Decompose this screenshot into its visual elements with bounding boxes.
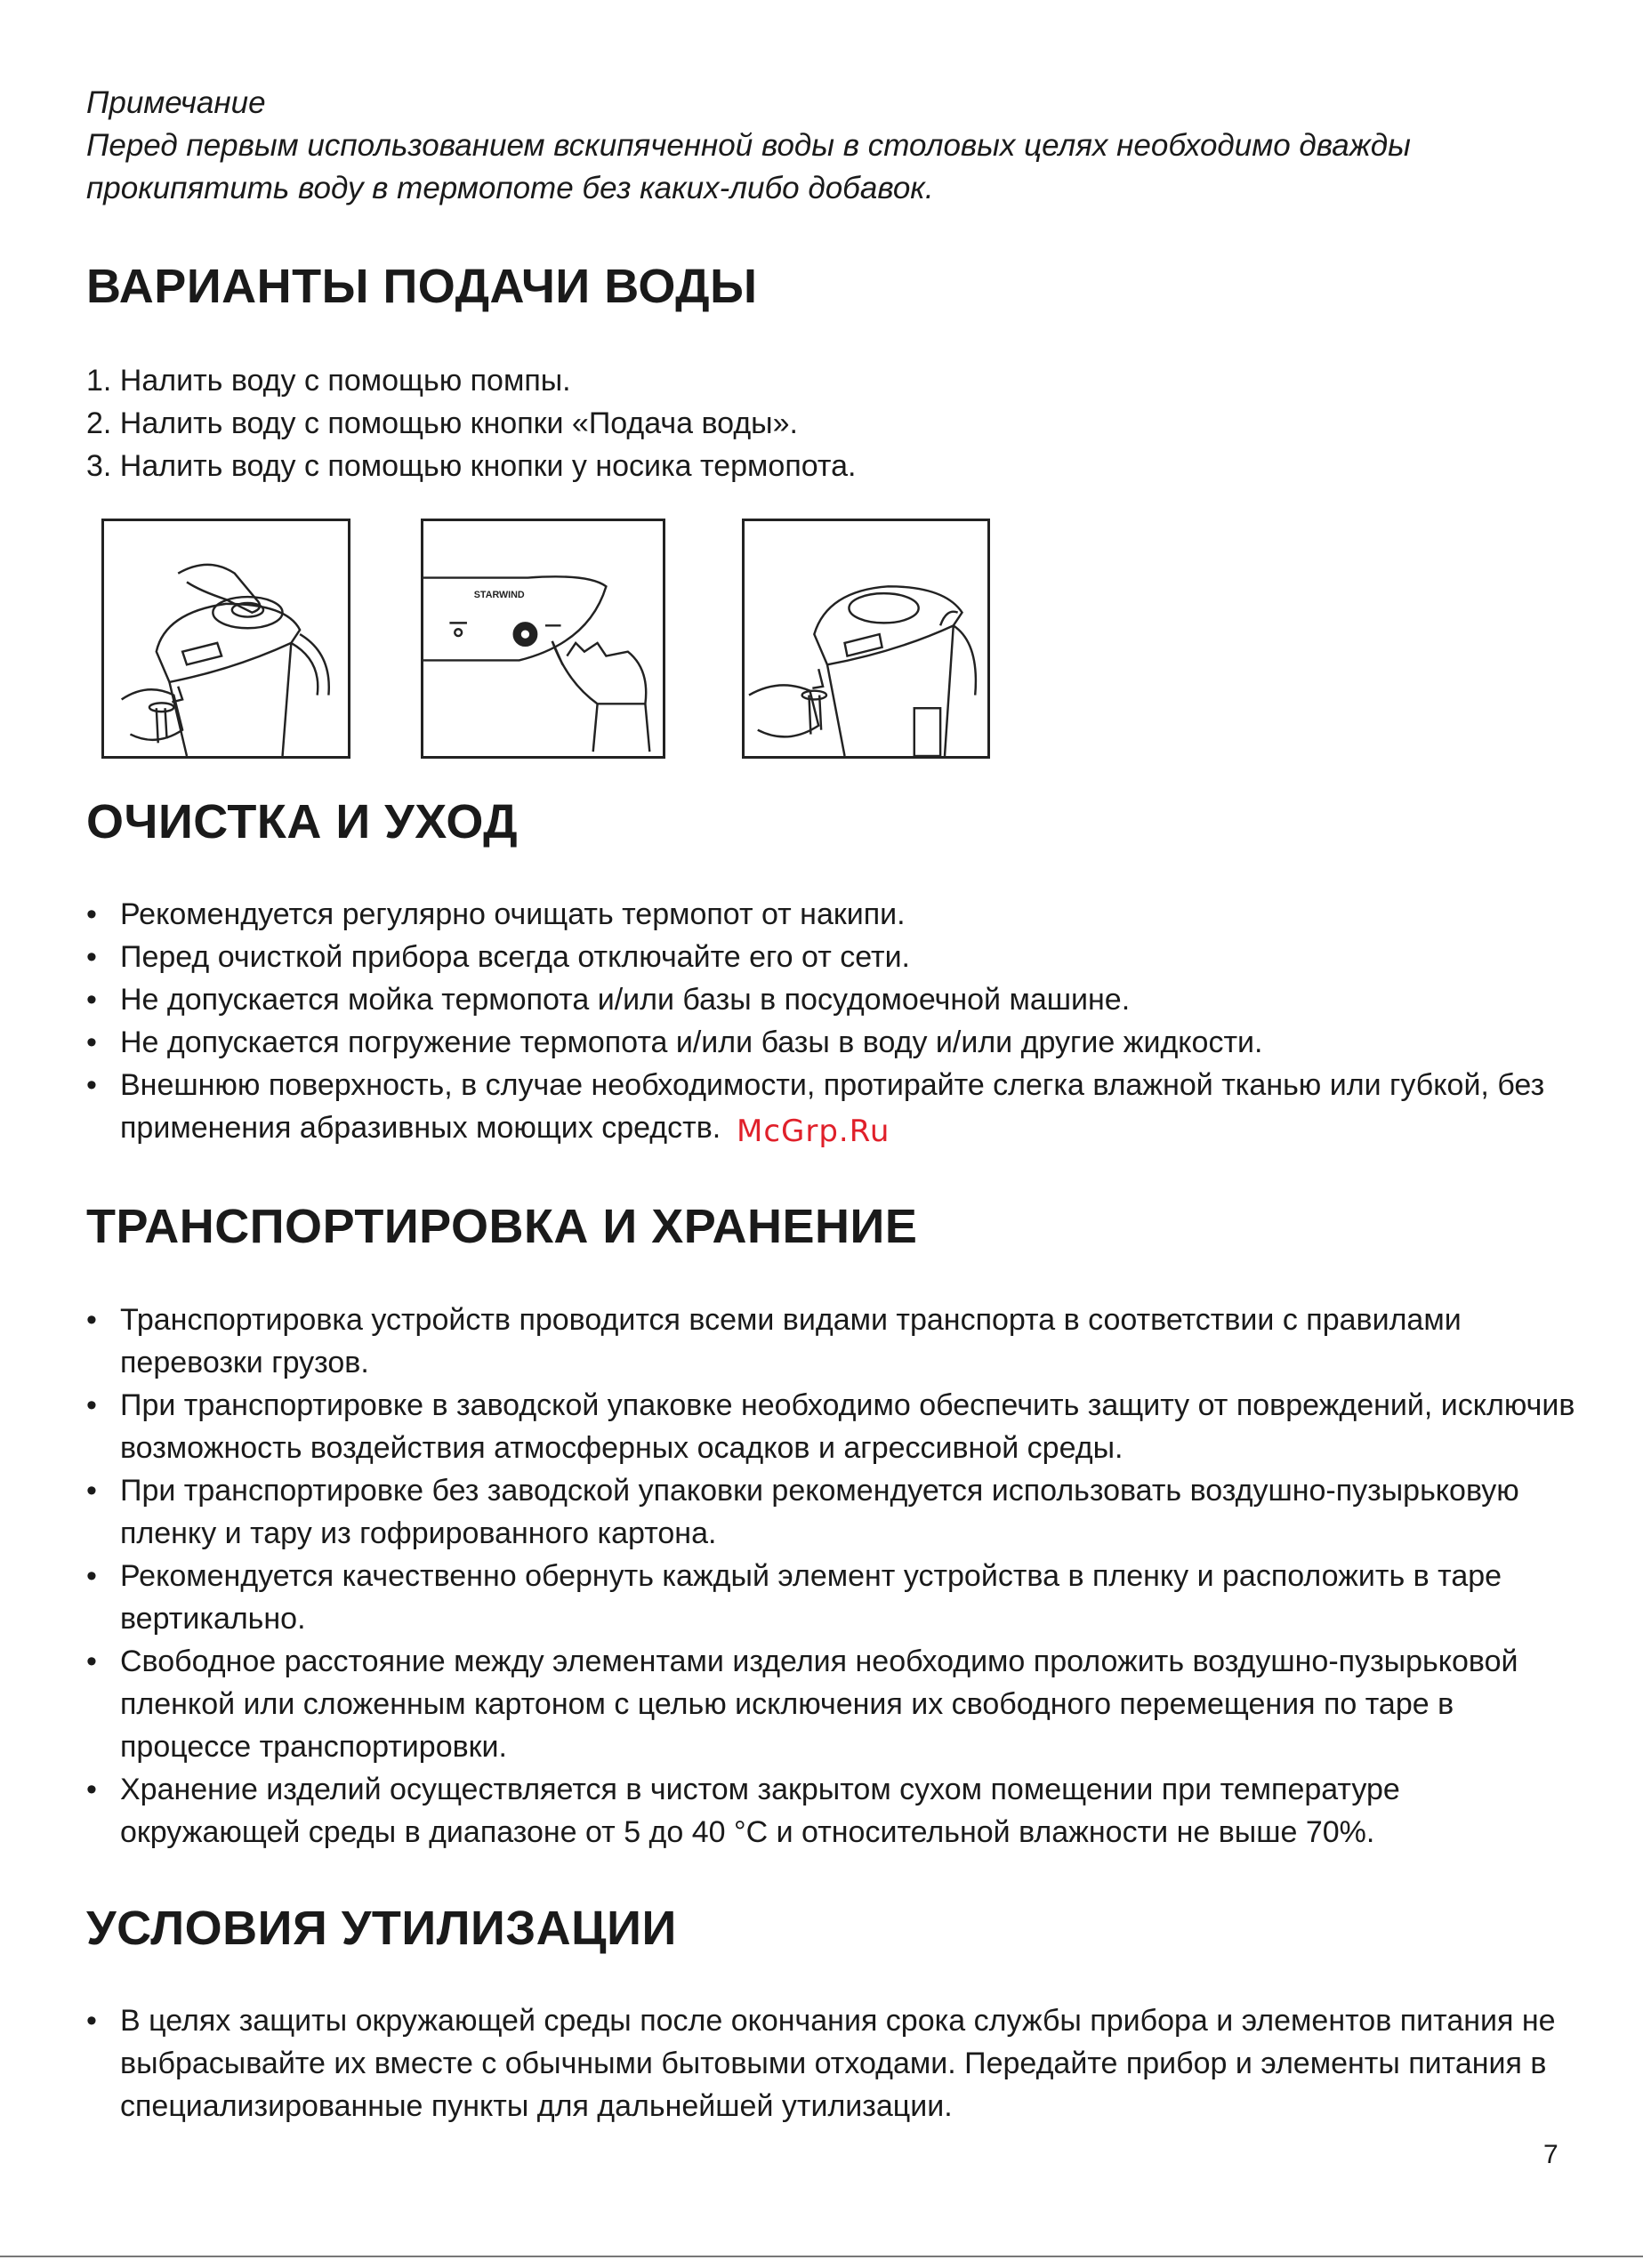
list-item: • В целях защиты окружающей среды после окончания срока службы прибора и элементов питания не выбрасывайте их вместе с обычными бытовыми отходами. Передайте прибор и элементы питания в специализированные пункты для дальнейшей утилизации.: [86, 1999, 1581, 2127]
button-illustration: [423, 521, 663, 756]
list-item: • Внешнюю поверхность, в случае необходимости, протирайте слегка влажной тканью или губкой, без применения абразивных моющих средств.: [86, 1064, 1581, 1149]
list-item: • Транспортировка устройств проводится всеми видами транспорта в соответствии с правилами перевозки грузов.: [86, 1299, 1581, 1384]
heading-transport: ТРАНСПОРТИРОВКА И ХРАНЕНИЕ: [86, 1200, 918, 1253]
list-item: • Рекомендуется регулярно очищать термопот от накипи.: [86, 893, 1581, 936]
heading-disposal: УСЛОВИЯ УТИЛИЗАЦИИ: [86, 1902, 677, 1955]
list-item: 1. Налить воду с помощью помпы.: [86, 364, 571, 398]
list-item: 2. Налить воду с помощью кнопки «Подача воды».: [86, 406, 798, 440]
transport-list: [86, 1299, 1581, 1854]
figure-button: [421, 519, 665, 759]
list-item: • Не допускается мойка термопота и/или базы в посудомоечной машине.: [86, 978, 1581, 1021]
list-item: • Рекомендуется качественно обернуть каждый элемент устройства в пленку и расположить в таре вертикально.: [86, 1555, 1581, 1640]
list-item: • Свободное расстояние между элементами изделия необходимо проложить воздушно-пузырьковой пленкой или сложенным картоном с целью исключения их свободного перемещения по таре в процессе транспортировки.: [86, 1640, 1581, 1768]
disposal-list: [86, 1999, 1581, 2127]
list-item: • Не допускается погружение термопота и/или базы в воду и/или другие жидкости.: [86, 1021, 1581, 1064]
bottom-divider: [0, 2256, 1643, 2257]
list-item: • Перед очисткой прибора всегда отключайте его от сети.: [86, 936, 1581, 978]
heading-cleaning: ОЧИСТКА И УХОД: [86, 795, 519, 848]
watermark: McGrp.Ru: [737, 1114, 890, 1149]
note-body: Перед первым использованием вскипяченной воды в столовых целях необходимо дважды прокипятить воду в термопоте без каких-либо добавок.: [86, 128, 1411, 205]
page-number: 7: [1543, 2140, 1558, 2169]
list-item: • При транспортировке без заводской упаковки рекомендуется использовать воздушно-пузырьковую пленку и тару из гофрированного картона.: [86, 1469, 1581, 1555]
water-supply-figures: [0, 519, 1643, 759]
note-title: Примечание: [86, 85, 266, 120]
figure-spout: [742, 519, 990, 759]
figure-pump: [101, 519, 350, 759]
heading-water-supply: ВАРИАНТЫ ПОДАЧИ ВОДЫ: [86, 260, 758, 313]
note-block: [86, 82, 1581, 210]
spout-illustration: [745, 521, 987, 756]
brand-label: STARWIND: [473, 590, 525, 601]
list-item: • При транспортировке в заводской упаковке необходимо обеспечить защиту от повреждений, исключив возможность воздействия атмосферных осадков и агрессивной среды.: [86, 1384, 1581, 1469]
water-supply-list: [86, 359, 856, 487]
list-item: 3. Налить воду с помощью кнопки у носика термопота.: [86, 449, 857, 483]
cleaning-list: [86, 893, 1581, 1149]
list-item: • Хранение изделий осуществляется в чистом закрытом сухом помещении при температуре окружающей среды в диапазоне от 5 до 40 °С и относительной влажности не выше 70%.: [86, 1768, 1581, 1854]
pump-illustration: [104, 521, 348, 756]
